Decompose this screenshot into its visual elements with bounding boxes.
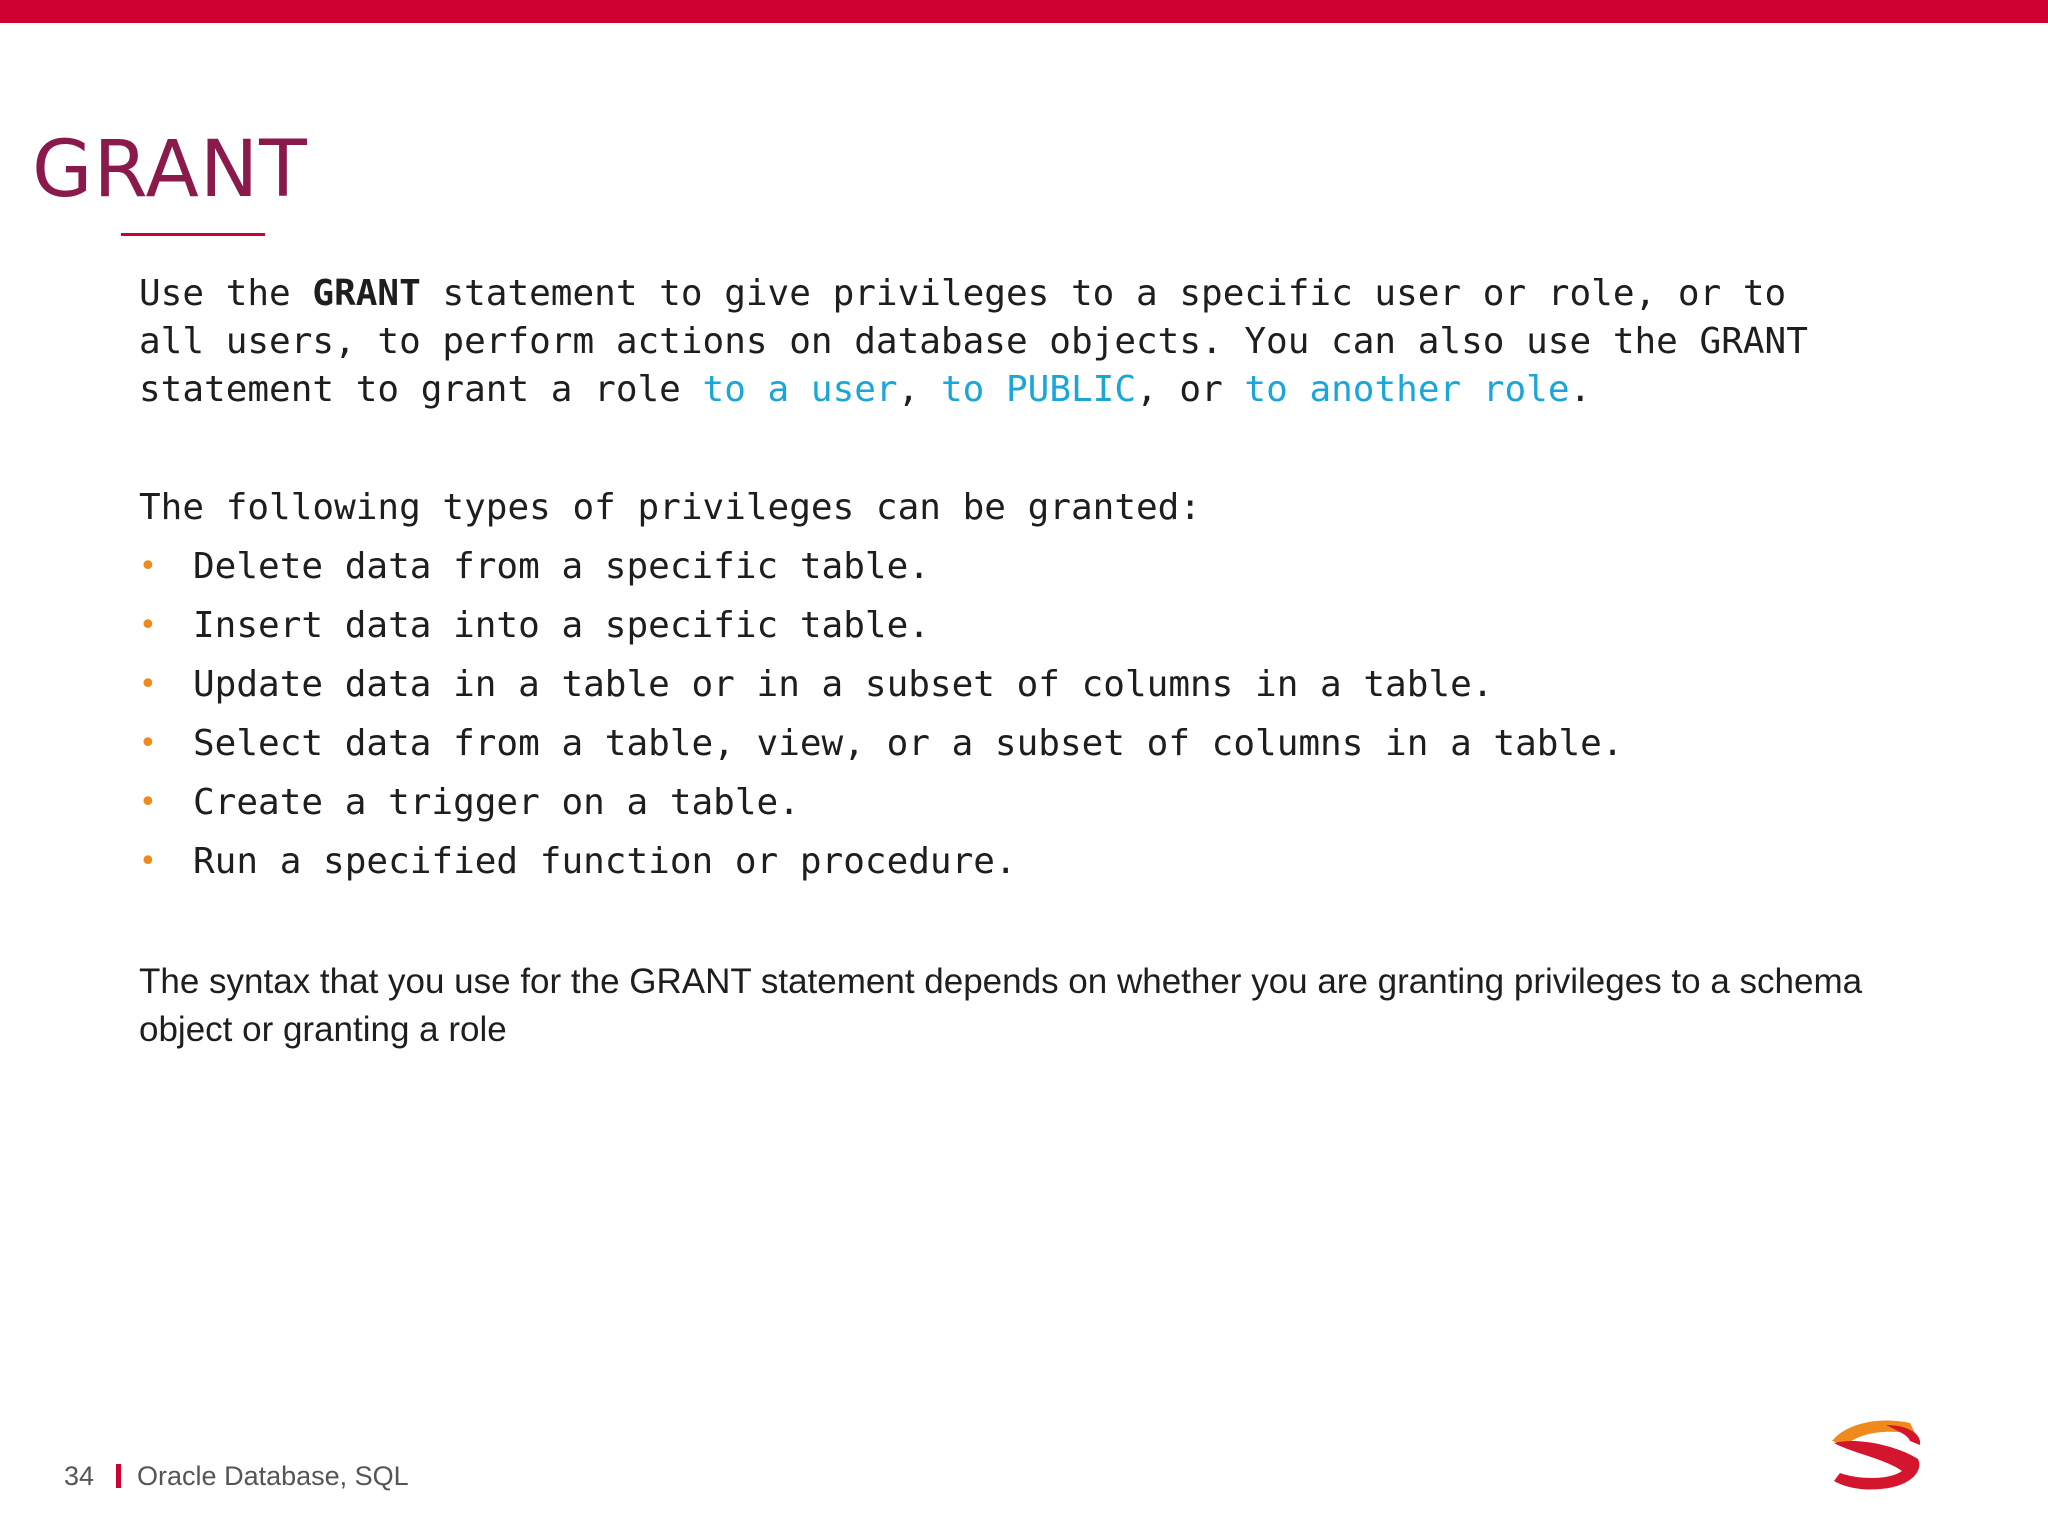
link-to-public[interactable]: to PUBLIC [940, 369, 1137, 410]
page-number: 34 [64, 1460, 95, 1491]
privilege-types-heading: The following types of privileges can be granted: [139, 487, 1202, 528]
bullet-icon: • [139, 785, 157, 820]
list-item-text: Delete data from a specific table. [193, 546, 930, 587]
slide-footer [64, 1458, 409, 1494]
list-item [139, 779, 1623, 838]
list-item [139, 838, 1623, 897]
brand-s-logo-icon [1826, 1415, 1926, 1493]
list-item [139, 661, 1623, 720]
bullet-icon: • [139, 726, 157, 761]
intro-keyword: GRANT [312, 273, 421, 314]
privilege-list [139, 543, 1623, 897]
title-underline [121, 233, 265, 236]
bullet-icon: • [139, 667, 157, 702]
list-item-text: Select data from a table, view, or a subset of columns in a table. [193, 723, 1624, 764]
list-item [139, 543, 1623, 602]
intro-part1: statement to give privileges to a specific user or role, or to all users, to perform actions on database objects. You can also use the GRANT statement to grant a role [139, 273, 1808, 410]
bullet-icon: • [139, 608, 157, 643]
bullet-icon: • [139, 549, 157, 584]
intro-end: . [1569, 369, 1592, 410]
syntax-note: The syntax that you use for the GRANT statement depends on whether you are granting privileges to a schema object or granting a role [139, 962, 1863, 1049]
intro-paragraph [139, 270, 1959, 414]
link-to-another-role[interactable]: to another role [1244, 369, 1570, 410]
intro-prefix: Use the [139, 273, 313, 314]
footer-separator [116, 1464, 121, 1488]
list-item [139, 720, 1623, 779]
list-item-text: Run a specified function or procedure. [193, 841, 1017, 882]
course-name: Oracle Database, SQL [137, 1460, 409, 1491]
intro-sep1: , [897, 369, 941, 410]
list-item-text: Insert data into a specific table. [193, 605, 930, 646]
list-item [139, 602, 1623, 661]
slide-title: GRANT [32, 125, 308, 215]
intro-sep2: , or [1136, 369, 1245, 410]
bullet-icon: • [139, 844, 157, 879]
list-item-text: Create a trigger on a table. [193, 782, 800, 823]
top-accent-bar [0, 0, 2048, 23]
list-item-text: Update data in a table or in a subset of columns in a table. [193, 664, 1494, 705]
link-to-a-user[interactable]: to a user [702, 369, 898, 410]
